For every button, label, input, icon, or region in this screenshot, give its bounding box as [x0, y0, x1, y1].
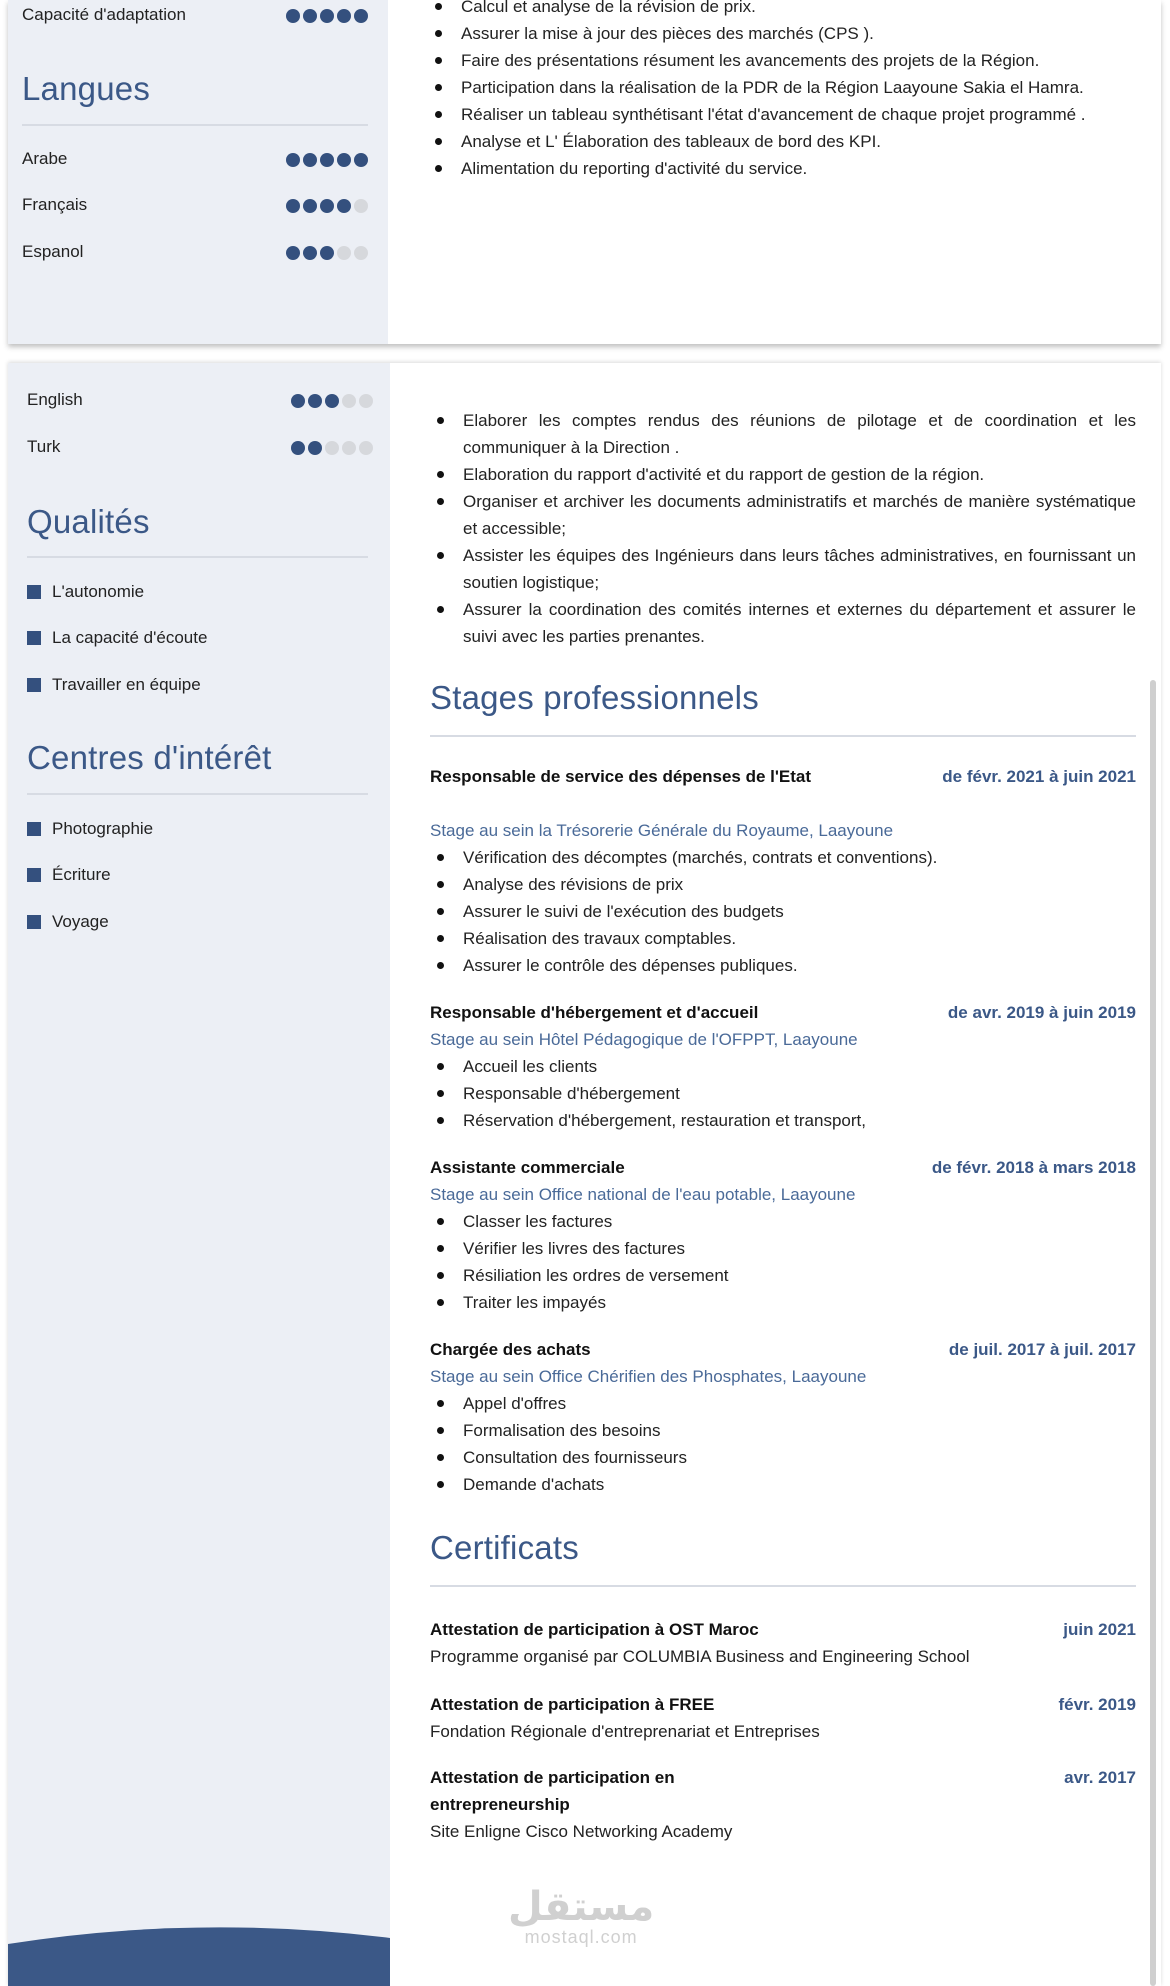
rating-dot-filled-icon — [308, 394, 322, 408]
list-item: Organiser et archiver les documents administratifs et marchés de manière systématique et accessible; — [430, 488, 1136, 542]
stage-subtitle: Stage au sein Hôtel Pédagogique de l'OFPPT, Laayoune — [430, 1030, 858, 1049]
rating-dot-filled-icon — [337, 153, 351, 167]
language-label: Turk — [27, 437, 61, 456]
section-divider — [27, 556, 368, 558]
interest-label: Voyage — [52, 912, 109, 931]
cert-date: avr. 2017 — [1064, 1768, 1136, 1787]
rating-dot-empty-icon — [325, 441, 339, 455]
section-title-qualites: Qualités — [27, 503, 150, 540]
section-divider — [430, 1585, 1136, 1587]
list-item: Assurer le suivi de l'exécution des budgets — [430, 898, 1136, 925]
rating-dot-filled-icon — [325, 394, 339, 408]
rating-dot-filled-icon — [286, 153, 300, 167]
skill-label: Capacité d'adaptation — [22, 5, 186, 24]
list-item: Classer les factures — [430, 1208, 1136, 1235]
experience-task-list — [430, 407, 1136, 650]
rating-dot-filled-icon — [320, 199, 334, 213]
resume-page-2 — [8, 363, 1161, 1986]
list-item: Elaborer les comptes rendus des réunions de pilotage et de coordination et les communiquer à la Direction . — [430, 407, 1136, 461]
list-item: Participation dans la réalisation de la PDR de la Région Laayoune Sakia el Hamra. — [428, 74, 1141, 101]
language-label: Espanol — [22, 242, 84, 261]
scrollbar[interactable] — [1150, 680, 1156, 1986]
watermark-latin: mostaql.com — [524, 1927, 638, 1947]
language-row-espanol — [22, 239, 368, 265]
list-item: Accueil les clients — [430, 1053, 1136, 1080]
square-bullet-icon — [27, 868, 41, 882]
main-content — [388, 0, 1161, 344]
square-bullet-icon — [27, 822, 41, 836]
cert-date: juin 2021 — [1063, 1620, 1136, 1639]
list-item: Réalisation des travaux comptables. — [430, 925, 1136, 952]
skill-row-adaptation — [22, 2, 368, 28]
list-item: Faire des présentations résument les avancements des projets de la Région. — [428, 47, 1141, 74]
list-item: Formalisation des besoins — [430, 1417, 1136, 1444]
list-item: Résiliation les ordres de versement — [430, 1262, 1136, 1289]
list-item: Appel d'offres — [430, 1390, 1136, 1417]
language-label: Arabe — [22, 149, 68, 168]
square-bullet-icon — [27, 678, 41, 692]
rating-dot-filled-icon — [303, 153, 317, 167]
language-dots — [288, 440, 373, 454]
language-dots — [288, 393, 373, 407]
quality-label: La capacité d'écoute — [52, 628, 208, 647]
rating-dot-filled-icon — [337, 199, 351, 213]
cert-description: Site Enligne Cisco Networking Academy — [430, 1822, 733, 1841]
stage-date: de avr. 2019 à juin 2019 — [947, 1003, 1136, 1022]
rating-dot-filled-icon — [286, 199, 300, 213]
language-dots — [283, 152, 368, 166]
rating-dot-filled-icon — [320, 246, 334, 260]
quality-label: L'autonomie — [52, 582, 145, 601]
list-item: Consultation des fournisseurs — [430, 1444, 1136, 1471]
language-row-turk — [27, 434, 373, 460]
stage-title: Assistante commerciale — [430, 1158, 625, 1177]
mostaql-watermark — [508, 1884, 655, 1948]
rating-dot-filled-icon — [286, 246, 300, 260]
list-item: Assister les équipes des Ingénieurs dans leurs tâches administratives, en fournissant un soutien logistique; — [430, 542, 1136, 596]
rating-dot-filled-icon — [286, 9, 300, 23]
rating-dot-empty-icon — [342, 394, 356, 408]
language-row-francais — [22, 192, 368, 218]
cert-description: Fondation Régionale d'entreprenariat et Entreprises — [430, 1722, 820, 1741]
list-item: Réservation d'hébergement, restauration et transport, — [430, 1107, 1136, 1134]
rating-dot-filled-icon — [320, 153, 334, 167]
section-divider — [22, 124, 368, 126]
rating-dot-filled-icon — [337, 9, 351, 23]
rating-dot-filled-icon — [320, 9, 334, 23]
rating-dot-filled-icon — [291, 441, 305, 455]
section-title-certificats: Certificats — [430, 1529, 579, 1566]
resume-page-1 — [8, 0, 1161, 344]
cert-title: Attestation de participation à OST Maroc — [430, 1620, 759, 1639]
section-title-langues: Langues — [22, 70, 151, 107]
watermark-arabic: مستقل — [508, 1884, 655, 1930]
rating-dot-filled-icon — [303, 246, 317, 260]
cert-title: Attestation de participation en entrepreneurship — [430, 1768, 675, 1814]
rating-dot-empty-icon — [359, 394, 373, 408]
experience-task-list — [428, 0, 1141, 182]
stage-subtitle: Stage au sein Office national de l'eau potable, Laayoune — [430, 1185, 856, 1204]
cert-title: Attestation de participation à FREE — [430, 1695, 715, 1714]
section-title-centres-interet: Centres d'intérêt — [27, 739, 272, 776]
rating-dot-empty-icon — [337, 246, 351, 260]
rating-dot-filled-icon — [354, 9, 368, 23]
list-item: Vérifier les livres des factures — [430, 1235, 1136, 1262]
list-item: Responsable d'hébergement — [430, 1080, 1136, 1107]
stage-date: de juil. 2017 à juil. 2017 — [948, 1340, 1136, 1359]
stage-title: Responsable de service des dépenses de l'Etat — [430, 767, 812, 786]
stage-subtitle: Stage au sein Office Chérifien des Phosphates, Laayoune — [430, 1367, 867, 1386]
stage-task-list — [430, 1390, 1136, 1498]
language-dots — [283, 245, 368, 259]
cert-date: févr. 2019 — [1058, 1695, 1136, 1714]
list-item: Calcul et analyse de la révision de prix. — [428, 0, 1141, 20]
rating-dot-empty-icon — [354, 246, 368, 260]
stage-task-list — [430, 1208, 1136, 1316]
interest-label: Écriture — [52, 865, 111, 884]
list-item: Alimentation du reporting d'activité du service. — [428, 155, 1141, 182]
square-bullet-icon — [27, 915, 41, 929]
quality-label: Travailler en équipe — [52, 675, 201, 694]
stage-title: Chargée des achats — [430, 1340, 591, 1359]
list-item: Réaliser un tableau synthétisant l'état d'avancement de chaque projet programmé . — [428, 101, 1141, 128]
main-content — [390, 363, 1161, 1986]
rating-dot-filled-icon — [291, 394, 305, 408]
list-item: Analyse des révisions de prix — [430, 871, 1136, 898]
stage-task-list — [430, 844, 1136, 979]
rating-dot-filled-icon — [354, 153, 368, 167]
list-item: Assurer le contrôle des dépenses publiques. — [430, 952, 1136, 979]
sidebar — [8, 363, 390, 1986]
list-item: Assurer la coordination des comités internes et externes du département et assurer le suivi avec les parties prenantes. — [430, 596, 1136, 650]
language-label: English — [27, 390, 83, 409]
list-item: Analyse et L' Élaboration des tableaux de bord des KPI. — [428, 128, 1141, 155]
list-item: Vérification des décomptes (marchés, contrats et conventions). — [430, 844, 1136, 871]
skill-dots — [283, 8, 368, 22]
interest-label: Photographie — [52, 819, 154, 838]
rating-dot-filled-icon — [303, 199, 317, 213]
square-bullet-icon — [27, 631, 41, 645]
rating-dot-filled-icon — [308, 441, 322, 455]
rating-dot-empty-icon — [354, 199, 368, 213]
rating-dot-empty-icon — [359, 441, 373, 455]
rating-dot-filled-icon — [303, 9, 317, 23]
list-item: Traiter les impayés — [430, 1289, 1136, 1316]
stage-title: Responsable d'hébergement et d'accueil — [430, 1003, 759, 1022]
stage-task-list — [430, 1053, 1136, 1134]
language-row-english — [27, 387, 373, 413]
sidebar — [8, 0, 388, 344]
list-item: Demande d'achats — [430, 1471, 1136, 1498]
section-title-stages: Stages professionnels — [430, 679, 759, 716]
language-row-arabe — [22, 146, 368, 172]
square-bullet-icon — [27, 585, 41, 599]
list-item: Elaboration du rapport d'activité et du rapport de gestion de la région. — [430, 461, 1136, 488]
section-divider — [27, 793, 368, 795]
stage-date: de févr. 2018 à mars 2018 — [931, 1158, 1136, 1177]
language-dots — [283, 198, 368, 212]
list-item: Assurer la mise à jour des pièces des marchés (CPS ). — [428, 20, 1141, 47]
language-label: Français — [22, 195, 88, 214]
decorative-wave — [8, 1924, 390, 1986]
section-divider — [430, 735, 1136, 737]
stage-date: de févr. 2021 à juin 2021 — [942, 767, 1136, 786]
stage-subtitle: Stage au sein la Trésorerie Générale du Royaume, Laayoune — [430, 821, 894, 840]
cert-description: Programme organisé par COLUMBIA Business and Engineering School — [430, 1647, 970, 1666]
rating-dot-empty-icon — [342, 441, 356, 455]
